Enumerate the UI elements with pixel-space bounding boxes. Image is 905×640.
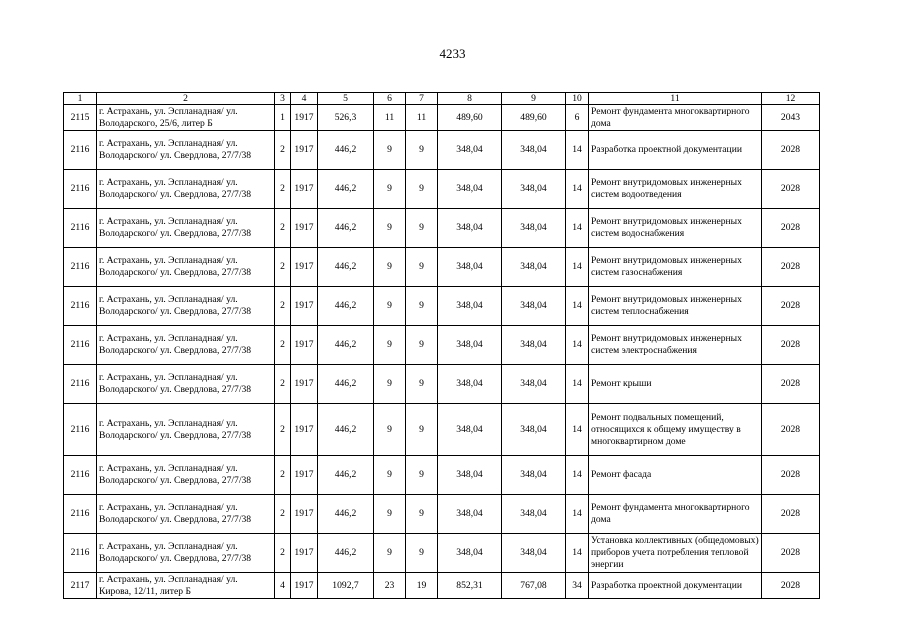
table-row (64, 326, 820, 365)
table-row (64, 404, 820, 456)
house-id-cell: 2116 (64, 326, 97, 365)
year-cell: 1917 (291, 456, 318, 495)
table-row (64, 456, 820, 495)
register-table-body (64, 93, 820, 599)
deadline-cell: 2028 (762, 456, 820, 495)
house-id-cell: 2116 (64, 131, 97, 170)
col3-cell: 2 (275, 209, 291, 248)
year-cell: 1917 (291, 287, 318, 326)
page-number: 4233 (439, 46, 466, 61)
deadline-cell: 2028 (762, 573, 820, 599)
column-header: 2 (97, 93, 275, 105)
col3-cell: 2 (275, 326, 291, 365)
house-id-cell: 2116 (64, 534, 97, 573)
year-cell: 1917 (291, 573, 318, 599)
col5-cell: 446,2 (318, 209, 374, 248)
col8-cell: 348,04 (438, 170, 502, 209)
address-cell: г. Астрахань, ул. Эспланадная/ ул. Кирова, 12/11, литер Б (97, 573, 275, 599)
col6-cell: 23 (374, 573, 406, 599)
col9-cell: 348,04 (502, 287, 566, 326)
column-header: 9 (502, 93, 566, 105)
table-row (64, 170, 820, 209)
work-type-cell: Ремонт крыши (589, 365, 762, 404)
col6-cell: 9 (374, 365, 406, 404)
col5-cell: 446,2 (318, 131, 374, 170)
col10-cell: 14 (566, 326, 589, 365)
col10-cell: 14 (566, 170, 589, 209)
table-row (64, 248, 820, 287)
column-header: 4 (291, 93, 318, 105)
work-type-cell: Ремонт подвальных помещений, относящихся к общему имуществу в многоквартирном доме (589, 404, 762, 456)
col6-cell: 9 (374, 170, 406, 209)
table-row (64, 287, 820, 326)
col7-cell: 9 (406, 365, 438, 404)
col9-cell: 348,04 (502, 534, 566, 573)
table-row (64, 534, 820, 573)
deadline-cell: 2028 (762, 248, 820, 287)
col5-cell: 446,2 (318, 495, 374, 534)
address-cell: г. Астрахань, ул. Эспланадная/ ул. Володарского/ ул. Свердлова, 27/7/38 (97, 209, 275, 248)
work-type-cell: Ремонт внутридомовых инженерных систем водоотведения (589, 170, 762, 209)
table-row (64, 131, 820, 170)
col9-cell: 348,04 (502, 326, 566, 365)
col6-cell: 9 (374, 131, 406, 170)
deadline-cell: 2028 (762, 365, 820, 404)
col10-cell: 34 (566, 573, 589, 599)
col3-cell: 2 (275, 456, 291, 495)
col8-cell: 348,04 (438, 495, 502, 534)
year-cell: 1917 (291, 248, 318, 287)
column-number-row (64, 93, 820, 105)
deadline-cell: 2028 (762, 170, 820, 209)
col9-cell: 348,04 (502, 248, 566, 287)
col7-cell: 9 (406, 534, 438, 573)
col3-cell: 2 (275, 248, 291, 287)
column-header: 6 (374, 93, 406, 105)
col8-cell: 348,04 (438, 287, 502, 326)
column-header: 8 (438, 93, 502, 105)
house-id-cell: 2117 (64, 573, 97, 599)
col3-cell: 2 (275, 404, 291, 456)
col7-cell: 9 (406, 209, 438, 248)
column-header: 11 (589, 93, 762, 105)
work-type-cell: Разработка проектной документации (589, 573, 762, 599)
col6-cell: 9 (374, 534, 406, 573)
column-header: 12 (762, 93, 820, 105)
deadline-cell: 2043 (762, 105, 820, 131)
year-cell: 1917 (291, 105, 318, 131)
table-row (64, 365, 820, 404)
col8-cell: 348,04 (438, 534, 502, 573)
deadline-cell: 2028 (762, 404, 820, 456)
deadline-cell: 2028 (762, 131, 820, 170)
col3-cell: 4 (275, 573, 291, 599)
work-type-cell: Ремонт внутридомовых инженерных систем водоснабжения (589, 209, 762, 248)
col7-cell: 9 (406, 131, 438, 170)
house-id-cell: 2116 (64, 365, 97, 404)
work-type-cell: Ремонт внутридомовых инженерных систем электроснабжения (589, 326, 762, 365)
col10-cell: 14 (566, 456, 589, 495)
col8-cell: 348,04 (438, 131, 502, 170)
column-header: 7 (406, 93, 438, 105)
col10-cell: 14 (566, 287, 589, 326)
col8-cell: 852,31 (438, 573, 502, 599)
col10-cell: 14 (566, 209, 589, 248)
col7-cell: 9 (406, 456, 438, 495)
address-cell: г. Астрахань, ул. Эспланадная/ ул. Володарского/ ул. Свердлова, 27/7/38 (97, 170, 275, 209)
col3-cell: 2 (275, 287, 291, 326)
col8-cell: 348,04 (438, 456, 502, 495)
col7-cell: 9 (406, 404, 438, 456)
col8-cell: 348,04 (438, 365, 502, 404)
house-id-cell: 2116 (64, 456, 97, 495)
address-cell: г. Астрахань, ул. Эспланадная/ ул. Володарского, 25/6, литер Б (97, 105, 275, 131)
col8-cell: 489,60 (438, 105, 502, 131)
house-id-cell: 2116 (64, 248, 97, 287)
col7-cell: 9 (406, 495, 438, 534)
col6-cell: 9 (374, 326, 406, 365)
address-cell: г. Астрахань, ул. Эспланадная/ ул. Володарского/ ул. Свердлова, 27/7/38 (97, 287, 275, 326)
year-cell: 1917 (291, 326, 318, 365)
address-cell: г. Астрахань, ул. Эспланадная/ ул. Володарского/ ул. Свердлова, 27/7/38 (97, 495, 275, 534)
work-type-cell: Ремонт внутридомовых инженерных систем теплоснабжения (589, 287, 762, 326)
col10-cell: 14 (566, 365, 589, 404)
house-id-cell: 2116 (64, 287, 97, 326)
deadline-cell: 2028 (762, 534, 820, 573)
address-cell: г. Астрахань, ул. Эспланадная/ ул. Володарского/ ул. Свердлова, 27/7/38 (97, 248, 275, 287)
deadline-cell: 2028 (762, 326, 820, 365)
year-cell: 1917 (291, 534, 318, 573)
table-row (64, 495, 820, 534)
col5-cell: 446,2 (318, 170, 374, 209)
col9-cell: 348,04 (502, 456, 566, 495)
column-header: 5 (318, 93, 374, 105)
col10-cell: 14 (566, 248, 589, 287)
table-row (64, 105, 820, 131)
table-row (64, 573, 820, 599)
col7-cell: 9 (406, 326, 438, 365)
year-cell: 1917 (291, 365, 318, 404)
col6-cell: 9 (374, 248, 406, 287)
deadline-cell: 2028 (762, 209, 820, 248)
col9-cell: 348,04 (502, 131, 566, 170)
year-cell: 1917 (291, 404, 318, 456)
col3-cell: 2 (275, 534, 291, 573)
work-type-cell: Ремонт фундамента многоквартирного дома (589, 495, 762, 534)
col7-cell: 9 (406, 248, 438, 287)
col5-cell: 526,3 (318, 105, 374, 131)
work-type-cell: Ремонт фасада (589, 456, 762, 495)
col9-cell: 348,04 (502, 404, 566, 456)
year-cell: 1917 (291, 131, 318, 170)
col5-cell: 1092,7 (318, 573, 374, 599)
work-type-cell: Ремонт фундамента многоквартирного дома (589, 105, 762, 131)
col9-cell: 348,04 (502, 209, 566, 248)
house-id-cell: 2116 (64, 404, 97, 456)
address-cell: г. Астрахань, ул. Эспланадная/ ул. Володарского/ ул. Свердлова, 27/7/38 (97, 365, 275, 404)
deadline-cell: 2028 (762, 287, 820, 326)
col5-cell: 446,2 (318, 248, 374, 287)
col5-cell: 446,2 (318, 456, 374, 495)
col10-cell: 14 (566, 495, 589, 534)
col7-cell: 11 (406, 105, 438, 131)
col7-cell: 9 (406, 287, 438, 326)
address-cell: г. Астрахань, ул. Эспланадная/ ул. Володарского/ ул. Свердлова, 27/7/38 (97, 534, 275, 573)
address-cell: г. Астрахань, ул. Эспланадная/ ул. Володарского/ ул. Свердлова, 27/7/38 (97, 456, 275, 495)
register-table (63, 92, 820, 599)
col8-cell: 348,04 (438, 326, 502, 365)
col10-cell: 14 (566, 131, 589, 170)
house-id-cell: 2115 (64, 105, 97, 131)
address-cell: г. Астрахань, ул. Эспланадная/ ул. Володарского/ ул. Свердлова, 27/7/38 (97, 326, 275, 365)
col10-cell: 14 (566, 404, 589, 456)
col5-cell: 446,2 (318, 326, 374, 365)
col10-cell: 6 (566, 105, 589, 131)
col6-cell: 9 (374, 209, 406, 248)
col9-cell: 767,08 (502, 573, 566, 599)
col9-cell: 348,04 (502, 170, 566, 209)
year-cell: 1917 (291, 170, 318, 209)
col8-cell: 348,04 (438, 248, 502, 287)
col8-cell: 348,04 (438, 209, 502, 248)
col10-cell: 14 (566, 534, 589, 573)
house-id-cell: 2116 (64, 170, 97, 209)
col6-cell: 9 (374, 456, 406, 495)
col3-cell: 1 (275, 105, 291, 131)
col5-cell: 446,2 (318, 287, 374, 326)
col7-cell: 19 (406, 573, 438, 599)
col5-cell: 446,2 (318, 404, 374, 456)
col3-cell: 2 (275, 170, 291, 209)
work-type-cell: Ремонт внутридомовых инженерных систем газоснабжения (589, 248, 762, 287)
work-type-cell: Установка коллективных (общедомовых) приборов учета потребления тепловой энергии (589, 534, 762, 573)
col6-cell: 11 (374, 105, 406, 131)
column-header: 10 (566, 93, 589, 105)
table-row (64, 209, 820, 248)
col3-cell: 2 (275, 131, 291, 170)
col9-cell: 489,60 (502, 105, 566, 131)
house-id-cell: 2116 (64, 209, 97, 248)
col6-cell: 9 (374, 287, 406, 326)
col9-cell: 348,04 (502, 365, 566, 404)
column-header: 3 (275, 93, 291, 105)
year-cell: 1917 (291, 209, 318, 248)
house-id-cell: 2116 (64, 495, 97, 534)
year-cell: 1917 (291, 495, 318, 534)
address-cell: г. Астрахань, ул. Эспланадная/ ул. Володарского/ ул. Свердлова, 27/7/38 (97, 404, 275, 456)
col7-cell: 9 (406, 170, 438, 209)
col6-cell: 9 (374, 404, 406, 456)
col3-cell: 2 (275, 365, 291, 404)
column-header: 1 (64, 93, 97, 105)
col8-cell: 348,04 (438, 404, 502, 456)
col6-cell: 9 (374, 495, 406, 534)
address-cell: г. Астрахань, ул. Эспланадная/ ул. Володарского/ ул. Свердлова, 27/7/38 (97, 131, 275, 170)
work-type-cell: Разработка проектной документации (589, 131, 762, 170)
deadline-cell: 2028 (762, 495, 820, 534)
col5-cell: 446,2 (318, 534, 374, 573)
col3-cell: 2 (275, 495, 291, 534)
col9-cell: 348,04 (502, 495, 566, 534)
col5-cell: 446,2 (318, 365, 374, 404)
